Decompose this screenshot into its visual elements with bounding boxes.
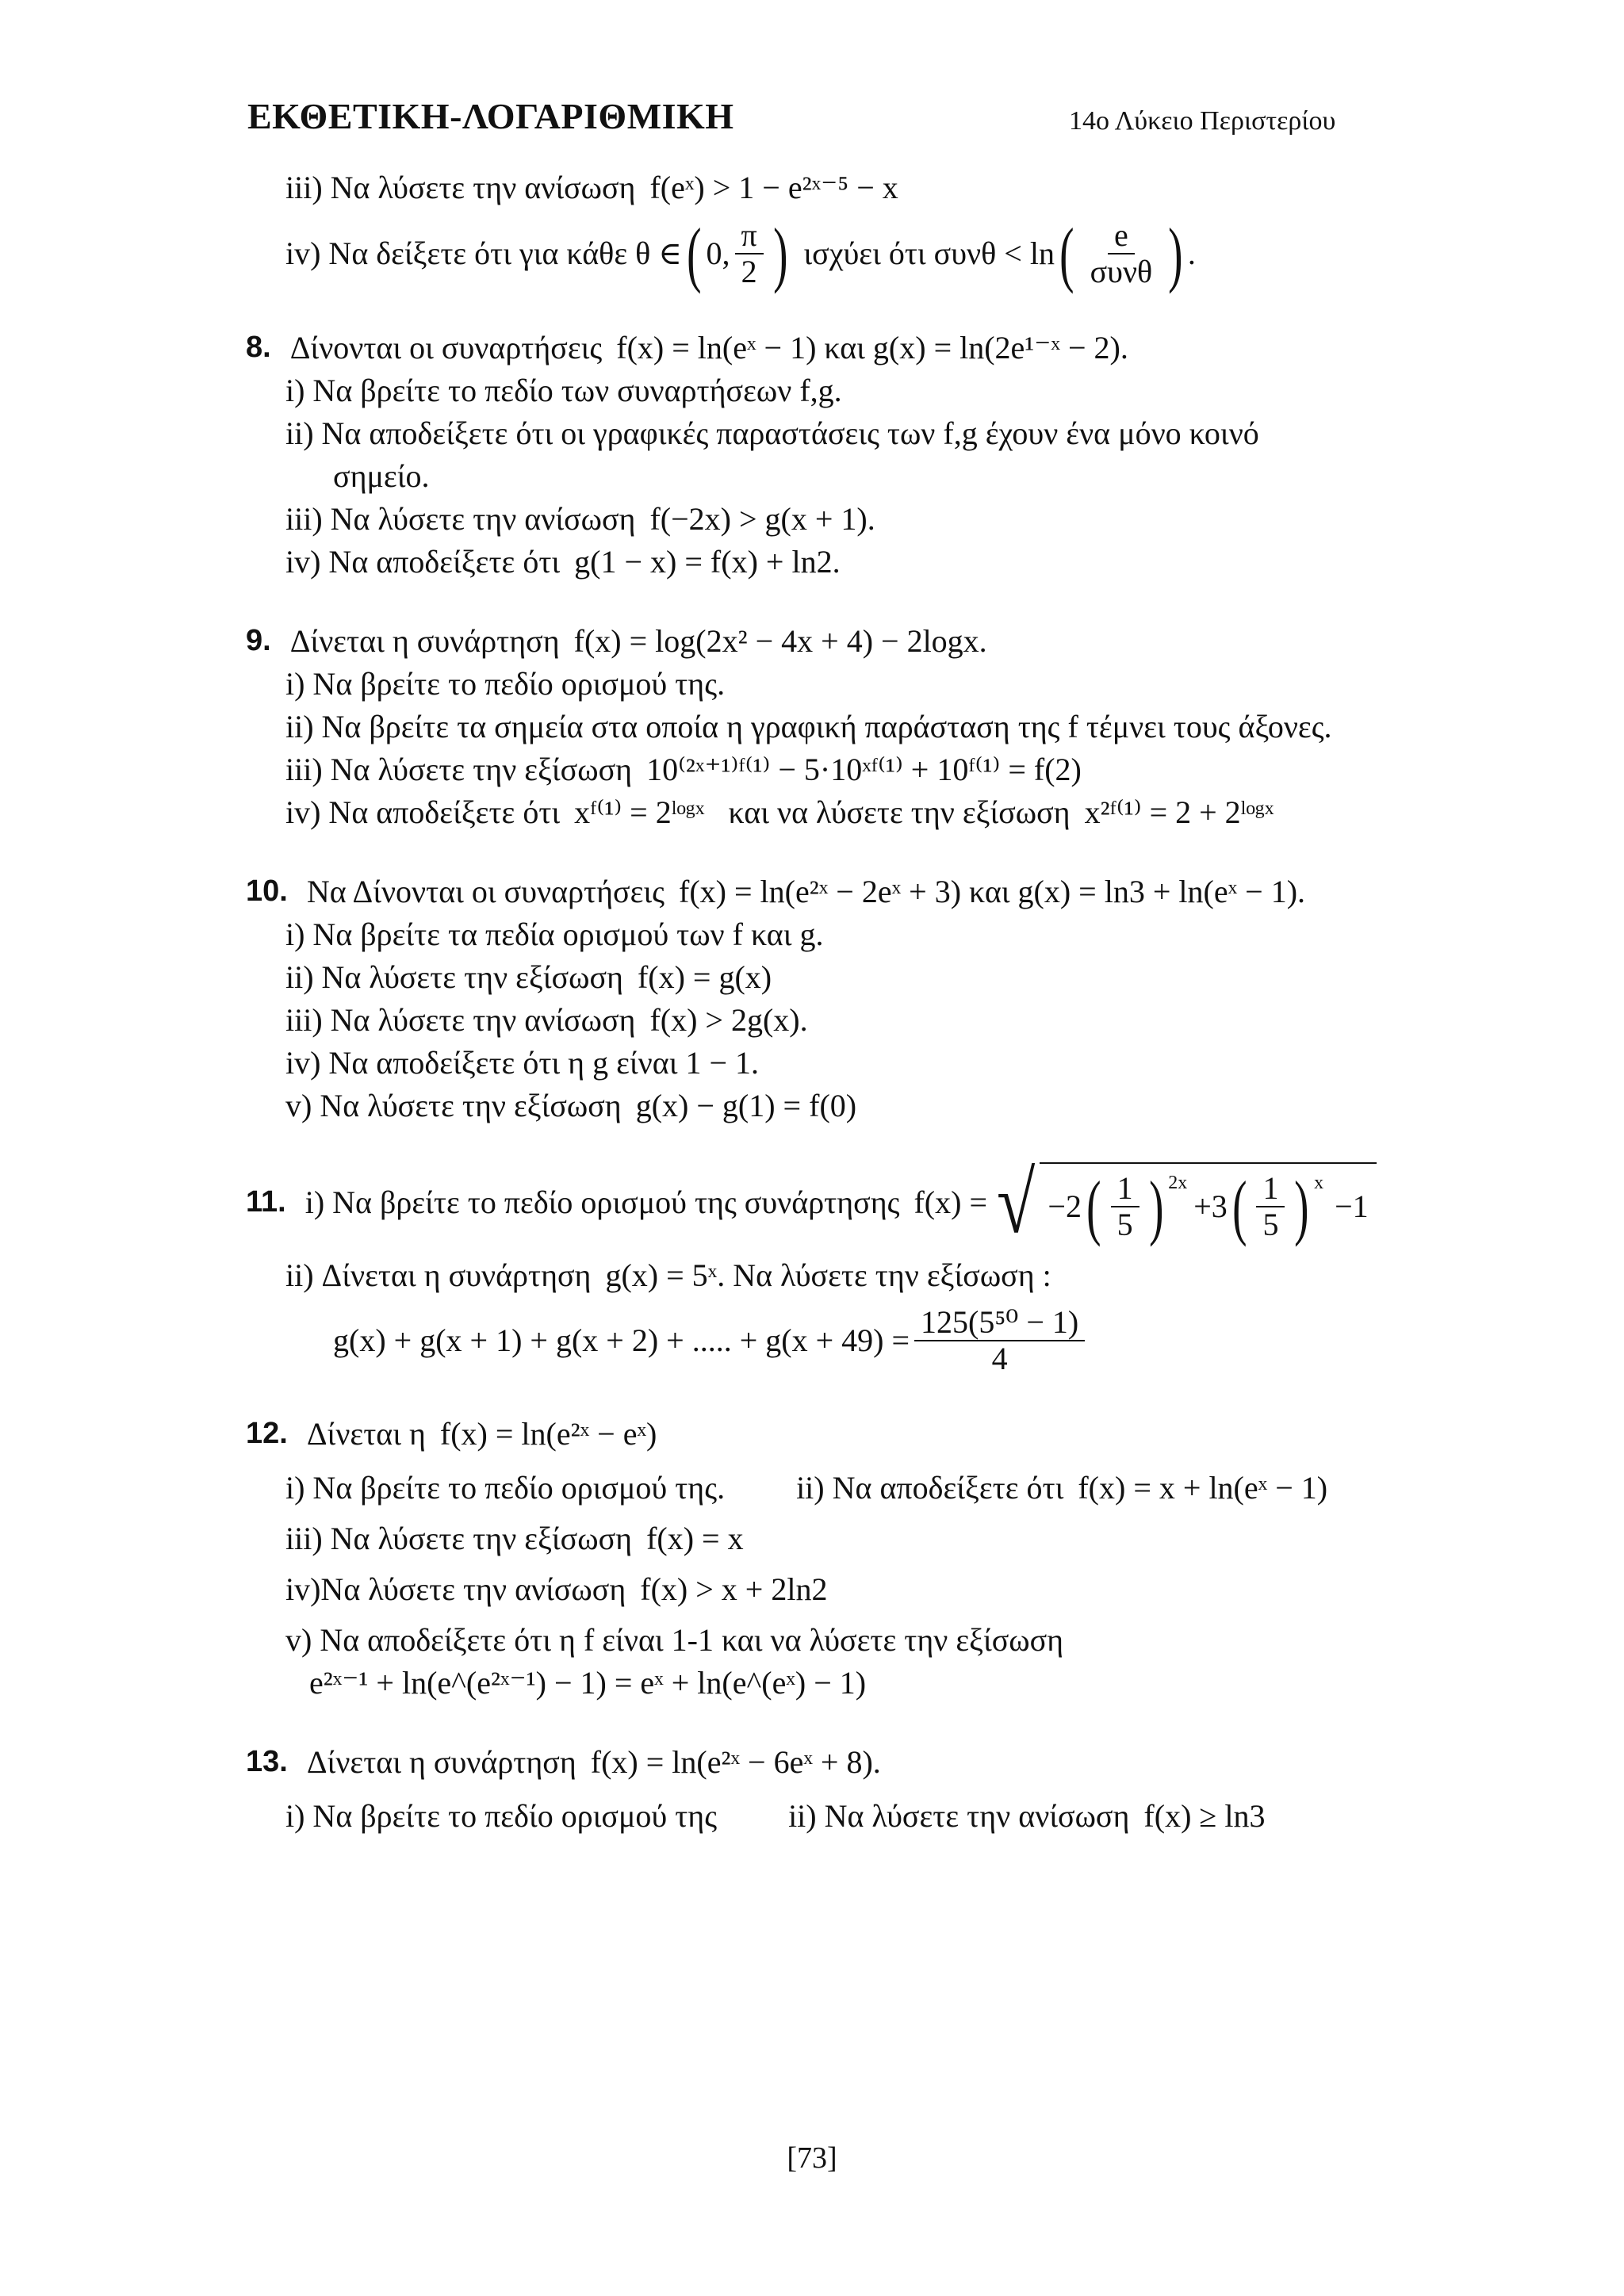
- problem-number: 8.: [246, 331, 271, 365]
- square-root: √ −2 ( $\frac{1}{5}$ ) $^{2x}$ +3 ( $\frac{1}{5}$ ) $^x$ −1: [992, 1159, 1377, 1246]
- problem-number: 13.: [246, 1745, 288, 1779]
- prev-iv: iv) Να δείξετε ότι για κάθε θ ∈ ( 0, $\frac{\pi}{2}$ ) ισχύει ότι συνθ < ln ( $\frac{e}{\text{συνθ}}$ ) .: [285, 213, 1196, 294]
- right-paren: ): [772, 213, 788, 294]
- problem-number: 12.: [246, 1417, 288, 1451]
- exercise-list: [246, 166, 1388, 1838]
- problem-9: 9. Δίνεται η συνάρτηση f(x) = log(2x² − 4x + 4) − 2logx. i) Να βρείτε το πεδίο ορισμού της. ii) Να βρείτε τα σημεία στα οποία η γραφική παράσταση της f τέμνει τους άξονες. iii) Να λύσετε την εξίσωση 10⁽²ˣ⁺¹⁾ᶠ⁽¹⁾ − 5·10ˣᶠ⁽¹⁾ + 10ᶠ⁽¹⁾ = f(2) iv) Να αποδείξετε ότι xᶠ⁽¹⁾ = 2ˡᵒᵍˣ και να λύσετε την εξίσωση x²ᶠ⁽¹⁾ = 2 + 2ˡᵒᵍˣ: [246, 620, 1388, 834]
- prev-iii: iii) Να λύσετε την ανίσωση f(eˣ) > 1 − e²ˣ⁻⁵ − x: [246, 166, 1388, 209]
- page-number: [73]: [787, 2141, 837, 2175]
- radical-sign-icon: √: [997, 1154, 1036, 1251]
- pi-over-two: $\frac{\pi}{2}$: [735, 218, 764, 289]
- problem-11: 11. i) Να βρείτε το πεδίο ορισμού της συνάρτησης f(x) = √ −2 ( $\frac{1}{5}$ ) $^{2x}$ +3 ( $\frac{1}{5}$ ) $^x$ −1 ii) Δίνεται η συνάρτηση g(x) = 5ˣ. Να λύσετε την εξίσωση : g(x) + g(x + 1) + g(x + 2) + ..... + g(x + 49) = $\frac{\text{125(5⁵⁰ − 1)}}{4}$: [246, 1159, 1388, 1376]
- prev-iii-math: f(eˣ) > 1 − e²ˣ⁻⁵ − x: [649, 170, 898, 205]
- problem-12: 12. Δίνεται η f(x) = ln(e²ˣ − eˣ) i) Να βρείτε το πεδίο ορισμού της. ii) Να αποδείξετε ότι f(x) = x + ln(eˣ − 1) iii) Να λύσετε την εξίσωση f(x) = x iv)Να λύσετε την ανίσωση f(x) > x + 2ln2 v) Να αποδείξετε ότι η f είναι 1-1 και να λύσετε την εξίσωση e²ˣ⁻¹ + ln(e^(e²ˣ⁻¹) − 1) = eˣ + ln(e^(eˣ) − 1): [246, 1413, 1388, 1705]
- problem-number: 11.: [246, 1185, 286, 1219]
- left-paren: (: [687, 213, 702, 294]
- problem-10: 10. Να Δίνονται οι συναρτήσεις f(x) = ln(e²ˣ − 2eˣ + 3) και g(x) = ln3 + ln(eˣ − 1). i) Να βρείτε τα πεδία ορισμού των f και g. ii) Να λύσετε την εξίσωση f(x) = g(x) iii) Να λύσετε την ανίσωση f(x) > 2g(x). iv) Να αποδείξετε ότι η g είναι 1 − 1. v) Να λύσετε την εξίσωση g(x) − g(1) = f(0): [246, 871, 1388, 1127]
- problem-13: 13. Δίνεται η συνάρτηση f(x) = ln(e²ˣ − 6eˣ + 8). i) Να βρείτε το πεδίο ορισμού της ii) Να λύσετε την ανίσωση f(x) ≥ ln3: [246, 1741, 1388, 1838]
- right-paren: ): [1168, 213, 1183, 294]
- page-title: ΕΚΘΕΤΙΚΗ-ΛΟΓΑΡΙΘΜΙΚΗ: [247, 96, 734, 136]
- problem-8: 8. Δίνονται οι συναρτήσεις f(x) = ln(eˣ − 1) και g(x) = ln(2e¹⁻ˣ − 2). i) Να βρείτε το πεδίο των συναρτήσεων f,g. ii) Να αποδείξετε ότι οι γραφικές παραστάσεις των f,g έχουν ένα μόνο κοινό σημείο. iii) Να λύσετε την ανίσωση f(−2x) > g(x + 1). iv) Να αποδείξετε ότι g(1 − x) = f(x) + ln2.: [246, 327, 1388, 584]
- e-over-cos: $\frac{e}{\text{συνθ}}$: [1090, 217, 1153, 289]
- left-paren: (: [1059, 213, 1074, 294]
- sum-fraction: $\frac{\text{125(5⁵⁰ − 1)}}{4}$: [914, 1305, 1085, 1376]
- school-name: 14ο Λύκειο Περιστερίου: [1069, 106, 1336, 136]
- problem-number: 10.: [246, 874, 288, 909]
- problem-number: 9.: [246, 624, 271, 658]
